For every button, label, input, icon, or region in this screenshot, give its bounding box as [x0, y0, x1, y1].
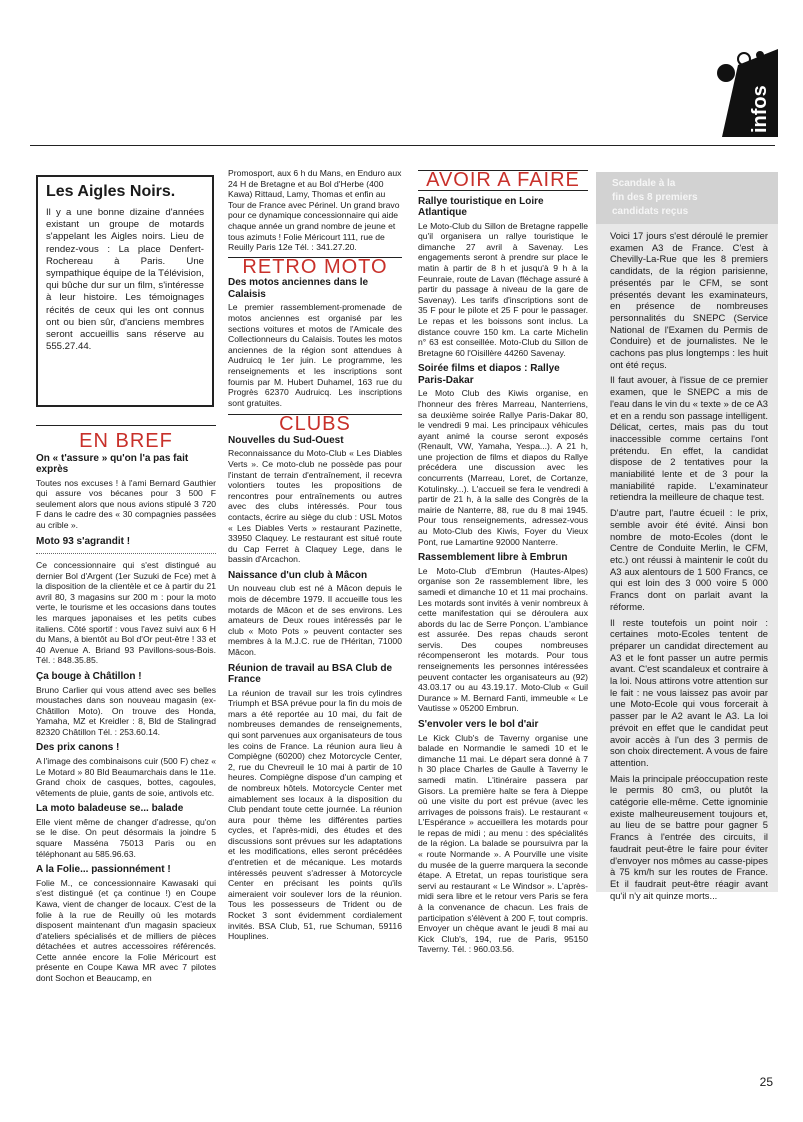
item-heading: A la Folie... passionnément !	[36, 864, 171, 876]
item-text: La réunion de travail sur les trois cylindres Triumph et BSA prévue pour la fin du mois de mars a été reportée au 10 mai, du fait de nombreuses demandes de renseignements, qui sont parvenues aux organisateurs de tous les coins de France. La réunion aura lieu à Compiègne (60200) chez Motorcycle Center, 2, rue du Chevreuil le 10 mai à partir de 10 heures. Compiègne dispose d'un camping et de nombreux hôtels. Motorcycle Center met aimablement ses locaux à la disposition du Club pendant toute cette journée. La réunion aura pour thème les différentes parties cycles, et l'après-midi, des études et des discussions sont prévues sur les adaptations et les modifications, elles seront précédées d'entretien et de mécanique. Les motards intéressés peuvent s'adresser à Motorcycle Center en précisant les points qu'ils aimeraient voir soulever lors de la réunion. Tous les possesseurs de Trident ou de Rocket 3 sont évidemment cordialement invités. BSA Club, 51, rue Schuman, 59116 Houplines.	[228, 687, 402, 942]
item-text: Le Moto Club des Kiwis organise, en l'honneur des frères Marreau, Nanterriens, sa deuxième soirée Rallye Paris-Dakar 80, le vendredi 9 mai. Les principaux véhicules ayant animé la course seront exposés (Renault, VW, Yamaha, Yespa...). A 21 h, une projection de films et diapos du Rallye précédera une discussion avec les concurrents (Marreau, Loret, de Cortanze, Kotulinsky...). L'accueil se fera le vendredi à partir de 21 h, à la salle des Congrès de la mairie de Nanterre, 88, rue du 8 mai 1945. Pour tous renseignements, adressez-vous au Moto-Club des Kiwis, Foyer du Vieux Pont, rue Lamartine 92000 Nanterre.	[418, 388, 588, 547]
column-retro-clubs	[228, 168, 402, 945]
aigles-text: Il y a une bonne dizaine d'années existant un groupe de motards s'appelant les Aigles noirs. Lieu de rendez-vous : La place Denfert-Rochereau à Paris. Une sympathique équipe de la Télévision, qui bûche dur sur un film, s'intéresse à leur histoire. Les témoignages récités de ceux qui les ont connus ont ou bien sûr, d'anciens membres seront accueillis sans réserve au 555.27.44.	[46, 207, 204, 353]
item-text: Reconnaissance du Moto-Club « Les Diables Verts ». Ce moto-club ne possède pas pour l'instant de terrain d'entraînement, il recevra volontiers toutes les propositions de rencontres pour entraînements ou autres avec des clubs intéressés. Pour tous contacts, écrire au siège du club : USL Motos « Les Diables Verts » restaurant Pazinette, 33950 Claquey. Le restaurant est situé route du Cap Ferret à Claquey Lege, dans le bassin d'Arcachon.	[228, 448, 402, 565]
item-text: Le Moto-Club d'Embrun (Hautes-Alpes) organise son 2e rassemblement libre, les samedi et dimanche 10 et 11 mai prochains. Les motards sont invités à venir nombreux à cette manifestation qui se déroulera aux abords du lac de Serre Ponçon. L'ambiance est assurée. Des repas chauds seront servis. Des coupes nombreuses récompenseront les motards. Pour tous renseignements les personnes intéressées peuvent contacter les organisateurs au (92) 43.03.17 ou au 43.19.17. Moto-Club « Guil Durance » M. Bernard Fanti, immeuble « Le Vautisse » 05200 Embrun.	[418, 565, 588, 714]
item-heading: Rassemblement libre à Embrun	[418, 552, 568, 564]
item-heading: Rallye touristique en Loire Atlantique	[418, 195, 544, 219]
en-bref-item	[36, 536, 216, 666]
editorial-paragraph: Il reste toutefois un point noir : certaines moto-Ecoles tentent de préparer un candidat directement au A3 et le font passer un autre permis avant. C'est scandaleux et contraire à la loi. Nous attirons votre attention sur le fait : ne vous laissez pas avoir par une Moto-Ecole qui vous forcerait à passer par le A2 avant le A3. La loi prévoit en effet que le candidat peut avoir accès à l'un des 3 permis de son choix directement. A vous de faire attention.	[610, 616, 768, 768]
item-heading: Des prix canons !	[36, 742, 120, 754]
clubs-item	[228, 435, 402, 565]
infos-logo	[700, 45, 780, 140]
avoir-item	[418, 363, 588, 547]
item-heading: Nouvelles du Sud-Ouest	[228, 434, 344, 446]
item-heading: Moto 93 s'agrandit !	[36, 535, 131, 547]
editorial-paragraph: Voici 17 jours s'est déroulé le premier examen A3 de France. C'est à Chevilly-La-Rue que les 8 premiers candidats, de la région parisienne, présentés par le CFM, se sont présentés devant les examinateurs, en présence de nombreuses personnalités du SNEPC (Service National de l'Examen du Permis de Conduire) et de journalistes. Ne le cachons pas plus longtemps : les huit ont été reçus.	[610, 230, 768, 370]
item-text: Folie M., ce concessionnaire Kawasaki qui s'est distingué (et ça continue !) en Coupe Kawa, vient de changer de locaux. C'est de la folie à la rue de Reuilly où les motards disposent maintenant d'un magasin spacieux d'ateliers spécialisés et de milliers de pièces détachées et autres accessoires référencés. Cette année encore la Folie Méricourt est présente en Coupe Kawa MR avec 7 pilotes dont Sochon et Beaucamp, en	[36, 877, 216, 984]
retro-text: Le premier rassemblement-promenade de motos anciennes est organisé par les sections voitures et motos de l'Amicale des Collectionneurs du Calaisis. Toutes les motos anciennes de la région sont attendues à Audruicq le 1er juin. Le programme, les renseignements et les inscriptions sont fournis par M. Hubert Duhamel, 163 rue du Progrès 62370 Audruicq. Les inscriptions sont gratuites.	[228, 302, 402, 408]
clubs-item	[228, 663, 402, 942]
section-rule	[36, 425, 216, 426]
dotted-divider	[36, 553, 216, 554]
item-heading: La moto baladeuse se... balade	[36, 803, 184, 815]
en-bref-item	[36, 803, 216, 859]
item-heading: Ça bouge à Châtillon !	[36, 671, 142, 682]
en-bref-title: EN BREF	[79, 430, 173, 452]
en-bref-item	[36, 671, 216, 737]
item-heading: Réunion de travail au BSA Club de France	[228, 662, 393, 686]
a3-editorial-box	[596, 172, 778, 901]
faded-heading-line: Scandale à la	[612, 178, 676, 189]
item-text: Le Kick Club's de Taverny organise une balade en Normandie le samedi 10 et le dimanche 11 mai. Le départ sera donné à 7 h 30 place Charles de Gaulle à Taverny le samedi matin. L'itinéraire passera par Gisors. La première halte se fera à Dieppe où une visite du port est prévue (avec les arrivages de poissons frais). Le restaurant « L'Espérance » accueillera les motards pour le repas de midi ; au menu : des spécialités de la région. La balade se poursuivra par la « route Normande ». A Pourville une visite du musée de la guerre marquera la seconde étape. A Etretat, un repas touristique sera servi au restaurant « Le Windsor ». L'après-midi sera libre et le retour vers Paris se fera à la convenance de chacun. Les frais de participation s'élèvent à 200 F, tout compris. Envoyer un chèque avant le jeudi 8 mai au Kick Club's, 194, rue de Paris, 95150 Taverny. Tél. : 960.03.56.	[418, 732, 588, 955]
retro-heading: Des motos anciennes dans le Calaisis	[228, 277, 369, 300]
item-text: Bruno Carlier qui vous attend avec ses belles moustaches dans son nouveau magasin (ex-Châtillon Moto). On trouve des Honda, Yamaha, MZ et Kreidler : 8, Bld de Stalingrad 82320 Châtillon Tél. : 253.60.14.	[36, 684, 216, 737]
folie-continuation: Promosport, aux 6 h du Mans, en Enduro aux 24 H de Bretagne et au Bol d'Herbe (400 Kawa) Rittaud, Lamy, Thomas et enfin au Tour de France avec Périnel. Un grand bravo pour ce dynamique concessionnaire qui aide chaque année un grand nombre de jeune et tous azimuts ! Folie Méricourt 111, rue de Reuilly Paris 12e Tél. : 341.27.20.	[228, 168, 402, 253]
item-text: Ce concessionnaire qui s'est distingué au dernier Bol d'Argent (1er Suzuki de Fce) met à la disposition de la clientèle et ce à partir du 21 avril 80, 3 magasins sur 200 m : pour la moto verte, le tourisme et les occasions dans toutes les marques japonaises et les petits cubes italiens. Côté sportif : vous l'avez suivi aux 6 H du Mans, à bientôt au Bol d'Or peut-être ! 33 et 40 Avenue A. Briand 93 Pavillons-sous-Bois. Tél. : 848.35.85.	[36, 560, 216, 666]
avoir-item	[418, 196, 588, 359]
avoir-title: AVOIR A FAIRE	[426, 169, 580, 191]
column-avoir-a-faire	[418, 170, 588, 958]
en-bref-item	[36, 742, 216, 798]
item-text: A l'image des combinaisons cuir (500 F) chez « Le Motard » 80 Bld Beaumarchais dans le 11e. Grand choix de casques, bottes, cagoules, vêtements de pluie, gants de soie, antivols etc.	[36, 755, 216, 798]
item-heading: Soirée films et diapos : Rallye Paris-Dakar	[418, 363, 560, 386]
header-rule	[30, 145, 775, 146]
faded-heading-line: fin des 8 premiers	[612, 192, 698, 203]
item-text: Un nouveau club est né à Mâcon depuis le mois de décembre 1979. Il accueille tous les motards de Mâcon et de ses environs. Les amateurs de Deux roues intéressés par le club « Moto Pots » peuvent contacter ses membres à la M.J.C. rue de l'Héritan, 71000 Mâcon.	[228, 583, 402, 657]
page-number: 25	[759, 1075, 773, 1089]
aigles-title: Les Aigles Noirs.	[46, 183, 176, 200]
item-text: Le Moto-Club du Sillon de Bretagne rappelle qu'il organisera un rallye touristique le dimanche 27 avril à Savenay. Les engagements seront à prendre sur place le matin à partir de 8 h et jusqu'à 9 h à la Feunraie, route de Lavan (fléchage assuré à partir du passage à niveau de la gare de Savenay). Les tarifs d'inscriptions sont de 35 F pour le pilote et 25 F pour le passager. Le repas et les boissons sont inclus. La distance couvre 150 km. La carte Michelin n° 63 est conseillée. Moto-Club du Sillon de Bretagne 60 l'Oisillère 44260 Savenay.	[418, 220, 588, 358]
item-text: Elle vient même de changer d'adresse, qu'on se le dise. On peut désormais la joindre 5 square Masséna 75013 Paris ou en téléphonant au 585.96.63.	[36, 816, 216, 859]
en-bref-item	[36, 864, 216, 983]
clubs-item	[228, 570, 402, 658]
retro-moto-title: RETRO MOTO	[242, 255, 388, 278]
column-en-bref	[36, 425, 216, 987]
en-bref-item	[36, 453, 216, 531]
editorial-paragraph: Il faut avouer, à l'issue de ce premier examen, que le SNEPC a mis de l'eau dans le vin du « texte » de ce A3 et en a rendu son passage intelligent. Délicat, certes, mais pas du tout inaccessible comme certains l'ont prétendu. En effet, la candidat dispose de 2 tentatives pour la maniabilité lente et de 3 pour la maniabilité rapide. L'examinateur retiendra la meilleure de chaque test.	[610, 374, 768, 503]
aigles-noirs-box	[36, 175, 214, 407]
editorial-paragraph: D'autre part, l'autre écueil : le prix, semble avoir été évité. Ainsi bon nombre de moto-Ecoles (dont le Centre de Conduite Merlin, le CFM, etc.) ont réussi à maintenir le coût du A3 aux alentours de 1 500 Francs, ce qui est loin des 3 000 voire 5 000 Francs dont on parlait avant la réforme.	[610, 507, 768, 612]
faded-heading	[596, 172, 778, 224]
avoir-item	[418, 719, 588, 955]
logo-text: infos	[749, 85, 771, 133]
faded-heading-line: candidats reçus	[612, 206, 689, 217]
item-heading: S'envoler vers le bol d'air	[418, 719, 539, 731]
editorial-paragraph: Mais la principale préoccupation reste le permis 80 cm3, ou plutôt la catégorie elle-même. Cette ignominie existe malheureusement toujours et, au lieu de se battre pour gagner 5 Francs à l'entrée des circuits, il faudrait peut-être le faire pour éviter d'envoyer nos mômes au casse-pipes à 75 km/h sur les routes de France. Et il faudrait peut-être réagir avant qu'il n'y ait quinze morts...	[610, 772, 768, 901]
item-heading: On « t'assure » qu'on l'a pas fait exprès	[36, 452, 189, 476]
clubs-title: CLUBS	[279, 413, 351, 436]
item-text: Toutes nos excuses ! à l'ami Bernard Gauthier qui assure vos bécanes pour 3 500 F seulement alors que nous avions stipulé 3 720 F dans le cadre des « 30 compagnies passées au crible ».	[36, 477, 216, 530]
item-heading: Naissance d'un club à Mâcon	[228, 569, 368, 581]
avoir-item	[418, 552, 588, 714]
